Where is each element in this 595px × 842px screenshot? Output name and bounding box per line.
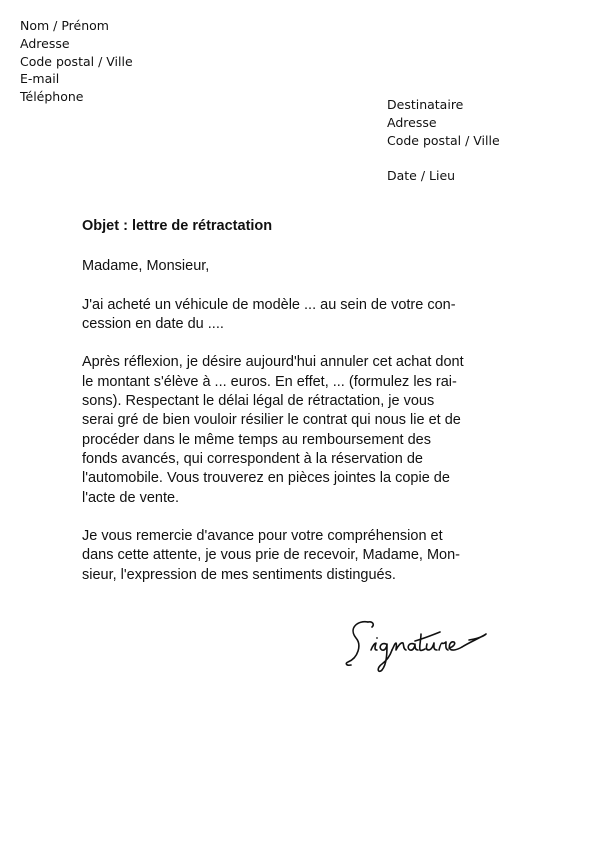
- sender-address: Adresse: [20, 35, 70, 51]
- paragraph-line: l'automobile. Vous trouverez en pièces jointes la copie de: [82, 470, 450, 487]
- salutation: [82, 257, 512, 276]
- recipient-postal-city: Code postal / Ville: [387, 132, 500, 148]
- sender-name: Nom / Prénom: [20, 18, 109, 33]
- paragraph-line: le montant s'élève à ... euros. En effet, ... (formulez les rai-: [82, 373, 457, 390]
- recipient-name: Destinataire: [387, 97, 464, 112]
- paragraph-closing: [82, 527, 512, 585]
- sender-address-block: [20, 17, 133, 106]
- paragraph-line: dans cette attente, je vous prie de recevoir, Madame, Mon-: [82, 547, 461, 564]
- sender-email: E-mail: [20, 71, 60, 87]
- paragraph-line: sons). Respectant le délai légal de rétractation, je vous: [82, 393, 435, 410]
- paragraph-line: serai gré de bien vouloir résilier le contrat qui nous lie et de: [82, 412, 461, 429]
- paragraph-line: Après réflexion, je désire aujourd'hui annuler cet achat dont: [82, 354, 464, 371]
- date-place: Date / Lieu: [387, 168, 456, 184]
- salutation-text: Madame, Monsieur,: [82, 258, 210, 274]
- paragraph-line: l'acte de vente.: [82, 489, 180, 506]
- letter-subject: Objet : lettre de rétractation: [82, 218, 273, 234]
- recipient-address-block: [387, 96, 500, 185]
- paragraph-line: sieur, l'expression de mes sentiments distingués.: [82, 566, 396, 583]
- paragraph-line: procéder dans le même temps au remboursement des: [82, 431, 431, 448]
- paragraph-line: fonds avancés, qui correspondent à la réservation de: [82, 450, 423, 467]
- paragraph-line: cession en date du ....: [82, 315, 224, 332]
- letter-body: [82, 257, 512, 604]
- paragraph-purchase: [82, 296, 512, 335]
- paragraph-line: Je vous remercie d'avance pour votre compréhension et: [82, 528, 443, 545]
- sender-phone: Téléphone: [20, 89, 84, 105]
- paragraph-withdrawal: [82, 353, 512, 507]
- paragraph-line: J'ai acheté un véhicule de modèle ... au sein de votre con-: [82, 296, 456, 313]
- sender-postal-city: Code postal / Ville: [20, 53, 133, 69]
- handwritten-signature: [344, 612, 490, 676]
- recipient-address: Adresse: [387, 114, 437, 130]
